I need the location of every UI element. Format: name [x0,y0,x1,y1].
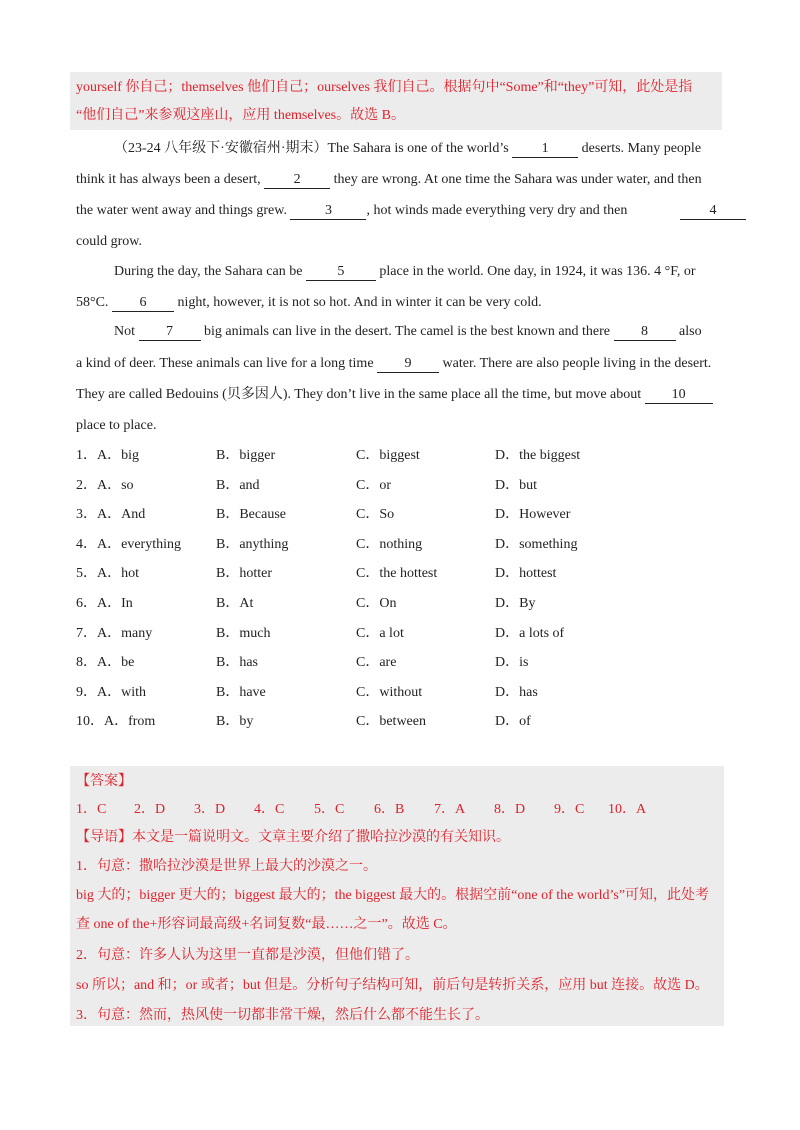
passage-line [76,170,702,190]
passage-text: （23-24 八年级下·安徽宿州·期末）The Sahara is one of the world’s [114,141,509,156]
explanation-line: 3．句意：然而，热风使一切都非常干燥，然后什么都不能生长了。 [76,1008,489,1023]
passage-text: During the day, the Sahara can be [114,264,303,279]
passage-line [76,354,711,374]
passage-line: could grow. [76,234,142,249]
passage-text: Not [114,324,135,339]
passage-line [114,322,702,342]
option-d: D．has [495,684,538,700]
answer-key: 10．A [608,802,647,817]
option-d: D．hottest [495,566,557,582]
option-b: B．by [216,714,254,730]
passage-line [114,262,696,282]
answer-key: 2．D [134,802,166,817]
explanation-line: yourself 你自己；themselves 他们自己；ourselves 我们自己。根据句中“Some”和“they”可知，此处是指 [76,80,693,95]
passage-text: place in the world. One day, in 1924, it was 136. 4 °F, or [379,264,696,279]
passage-text: They are called Bedouins (贝多因人). They don’t live in the same place all the time, but move about [76,387,642,402]
blank-7: 7 [139,324,201,341]
blank-3: 3 [290,203,366,220]
option-d: D．something [495,536,578,552]
guide-text: 【导语】本文是一篇说明文。文章主要介绍了撒哈拉沙漠的有关知识。 [76,830,510,845]
option-d: D．However [495,507,571,523]
option-d: D．By [495,596,536,611]
answer-key: 6．B [374,802,405,817]
option-c: C．are [356,655,397,671]
blank-5: 5 [306,264,376,281]
answer-key: 1．C [76,802,107,817]
explanation-line: so 所以；and 和；or 或者；but 但是。分析句子结构可知，前后句是转折关系，应用 but 连接。故选 D。 [76,978,709,993]
blank-8: 8 [614,324,676,341]
answer-heading: 【答案】 [76,774,132,789]
passage-line [114,139,701,159]
explanation-line: 1．句意：撒哈拉沙漠是世界上最大的沙漠之一。 [76,859,377,874]
explanation-line: big 大的；bigger 更大的；biggest 最大的；the biggest 最大的。根据空前“one of the world’s”可知，此处考 [76,888,710,903]
passage-text: night, however, it is not so hot. And in winter it can be very cold. [177,295,542,310]
passage-text: think it has always been a desert, [76,172,261,187]
option-b: B．has [216,655,258,671]
explanation-line: 查 one of the+形容词最高级+名词复数“最……之一”。故选 C。 [76,917,457,932]
blank-9: 9 [377,356,439,373]
blank-4: 4 [680,203,746,220]
passage-text: the water went away and things grew. [76,203,287,218]
option-b: B．have [216,684,266,700]
option-c: C．or [356,477,391,493]
passage-text: deserts. Many people [581,141,702,156]
option-c: C．without [356,684,423,700]
option-d: D．of [495,714,531,730]
answer-key: 5．C [314,802,345,817]
option-a: 4．A．everything [76,536,181,552]
answer-box [70,766,724,1026]
option-c: C．a lot [356,625,404,641]
option-a: 8．A．be [76,655,135,671]
option-a: 6．A．In [76,596,133,611]
option-c: C．biggest [356,448,420,463]
blank-10: 10 [645,387,713,404]
passage-text: water. There are also people living in the desert. [442,356,712,371]
option-d: D．is [495,655,529,671]
option-a: 10．A．from [76,714,156,730]
option-b: B．Because [216,507,286,523]
passage-text: big animals can live in the desert. The camel is the best known and there [204,324,611,339]
option-a: 5．A．hot [76,566,139,582]
explanation-line: “他们自己”来参观这座山，应用 themselves。故选 B。 [76,108,405,123]
passage-line [76,293,542,313]
passage-text: they are wrong. At one time the Sahara was under water, and then [333,172,702,187]
passage-text: a kind of deer. These animals can live for a long time [76,356,374,371]
option-b: B．and [216,477,260,493]
passage-line [76,201,724,221]
passage-text: also [679,324,702,339]
blank-1: 1 [512,141,578,158]
blank-2: 2 [264,172,330,189]
passage-text: 58°C. [76,295,109,310]
option-b: B．hotter [216,566,272,582]
explanation-line: 2．句意：许多人认为这里一直都是沙漠，但他们错了。 [76,948,419,963]
option-c: C．between [356,714,426,730]
answer-key: 3．D [194,802,226,817]
passage-text: , hot winds made everything very dry and then [366,203,628,218]
answer-key: 4．C [254,802,285,817]
option-b: B．anything [216,536,289,552]
option-d: D．a lots of [495,625,565,641]
option-c: C．the hottest [356,566,438,582]
option-b: B．At [216,596,254,611]
passage-line: place to place. [76,418,157,433]
blank-6: 6 [112,295,174,312]
previous-answer-box [70,72,722,130]
option-a: 2．A．so [76,477,134,493]
option-a: 3．A．And [76,507,146,523]
option-b: B．bigger [216,448,276,463]
answer-key: 8．D [494,802,526,817]
option-c: C．nothing [356,536,423,552]
option-a: 7．A．many [76,625,153,641]
passage-line [76,385,713,405]
option-b: B．much [216,625,271,641]
answer-key: 9．C [554,802,585,817]
option-c: C．On [356,596,397,611]
option-d: D．the biggest [495,448,581,463]
option-a: 9．A．with [76,684,146,700]
answer-key: 7．A [434,802,466,817]
option-a: 1．A．big [76,448,139,463]
option-d: D．but [495,477,537,493]
option-c: C．So [356,507,395,523]
